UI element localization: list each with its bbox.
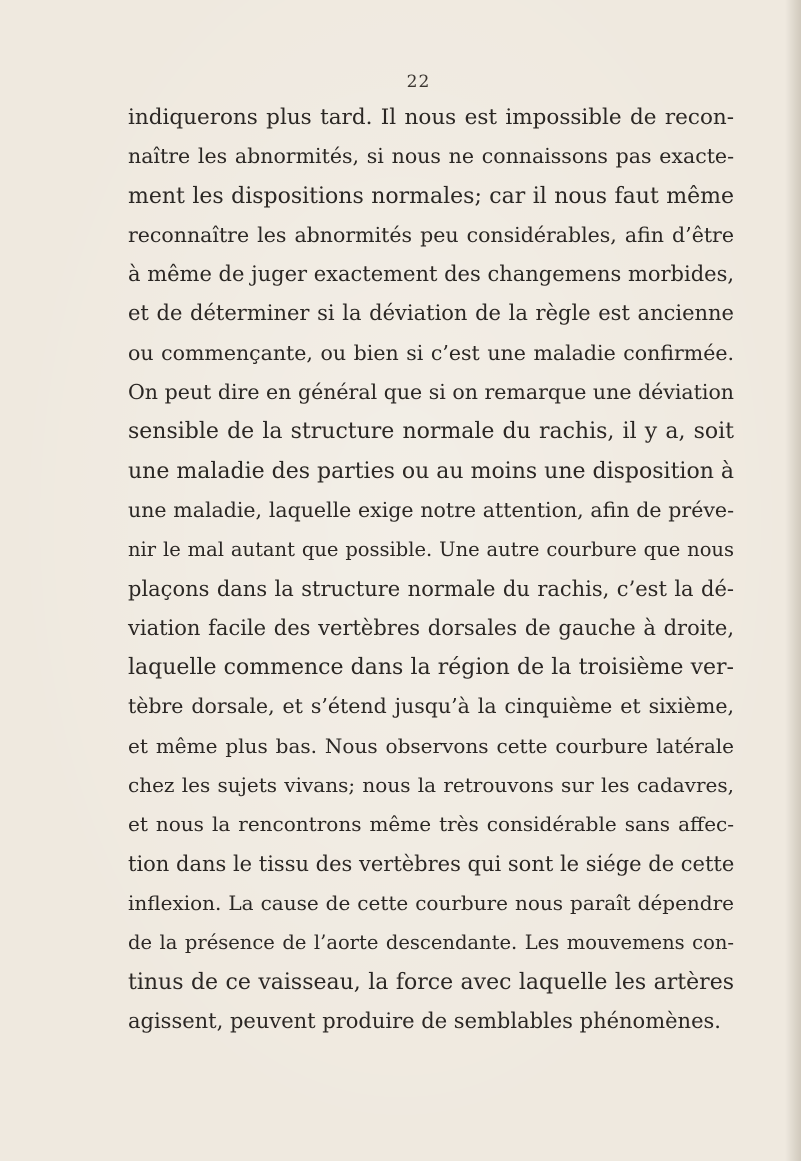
text-line: sensible de la structure normale du rachis, il y a, soit [128, 419, 734, 445]
text-line: nir le mal autant que possible. Une autre courbure que nous [128, 538, 734, 562]
text-line: et nous la rencontrons même très considérable sans affec- [128, 812, 734, 837]
text-line: ment les dispositions normales; car il nous faut même [128, 183, 734, 209]
text-line: tèbre dorsale, et s’étend jusqu’à la cinquième et sixième, [128, 694, 734, 719]
page-number: 22 [406, 72, 431, 92]
text-line: tion dans le tissu des vertèbres qui sont le siége de cette [128, 851, 735, 876]
text-line: ou commençante, ou bien si c’est une maladie confirmée. [128, 340, 734, 365]
text-line: une maladie des parties ou au moins une disposition à [128, 458, 734, 484]
text-line: à même de juger exactement des changemens morbides, [128, 262, 735, 287]
text-line: plaçons dans la structure normale du rachis, c’est la dé- [128, 576, 734, 601]
text-line: reconnaître les abnormités peu considérables, afin d’être [128, 222, 734, 247]
text-line: chez les sujets vivans; nous la retrouvons sur les cadavres, [128, 773, 734, 798]
text-line: tinus de ce vaisseau, la force avec laquelle les artères [128, 969, 734, 995]
text-line: inflexion. La cause de cette courbure nous paraît dépendre [128, 890, 734, 915]
text-line: et même plus bas. Nous observons cette courbure latérale [128, 733, 734, 758]
text-line: et de déterminer si la déviation de la règle est ancienne [128, 301, 734, 326]
body-text [128, 98, 734, 1041]
text-line: laquelle commence dans la région de la troisième ver- [128, 655, 734, 681]
text-line: On peut dire en général que si on remarque une déviation [128, 380, 734, 405]
text-line: de la présence de l’aorte descendante. Les mouvemens con- [128, 931, 734, 955]
text-line: viation facile des vertèbres dorsales de gauche à droite, [128, 615, 734, 640]
text-line: une maladie, laquelle exige notre attention, afin de préve- [128, 497, 734, 522]
page-edge-shadow [785, 0, 801, 1161]
text-line: agissent, peuvent produire de semblables phénomènes. [128, 1008, 721, 1033]
text-line: naître les abnormités, si nous ne connaissons pas exacte- [128, 144, 734, 169]
text-line: indiquerons plus tard. Il nous est impossible de recon- [128, 105, 734, 130]
